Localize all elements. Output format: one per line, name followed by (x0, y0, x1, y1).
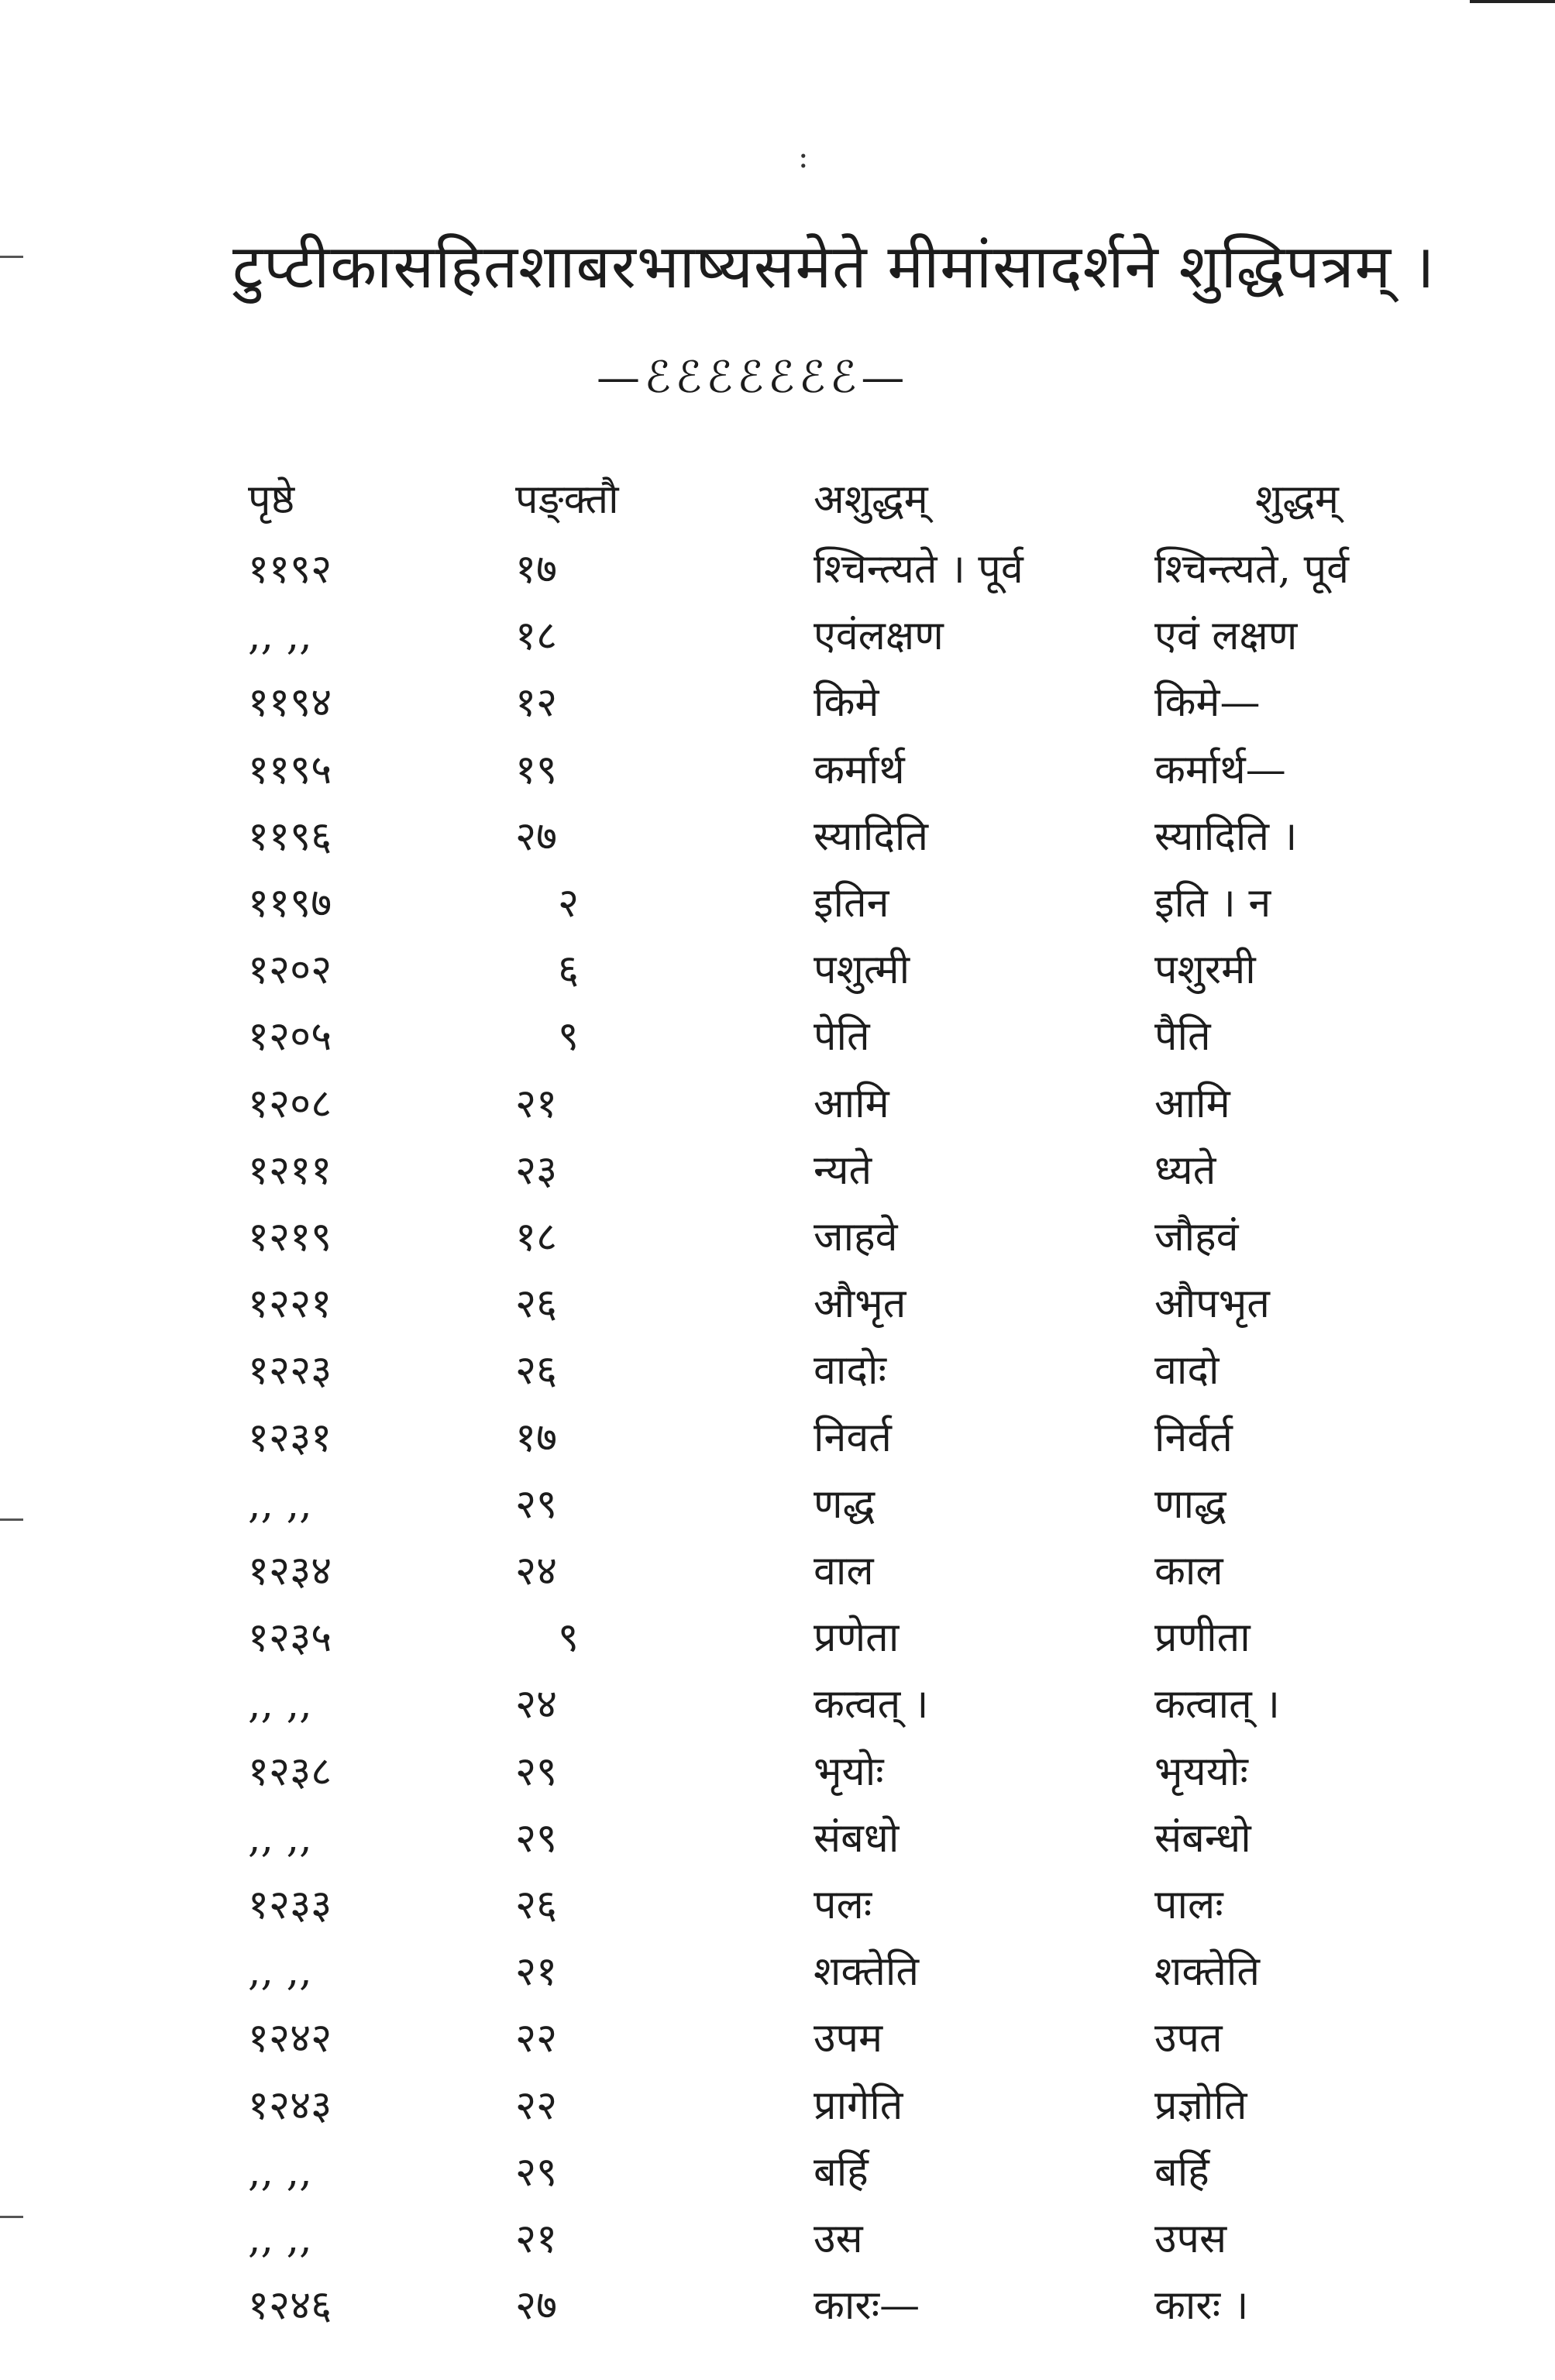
row-page-number: १२०२ (248, 947, 332, 994)
row-page-number: १२२३ (248, 1347, 332, 1395)
row-line-number: १८ (515, 613, 558, 660)
row-line-number: २६ (515, 1882, 558, 1928)
row-line-number: २९ (515, 1814, 558, 1862)
row-incorrect-text: संबधो (814, 1814, 900, 1862)
row-line-number: २७ (515, 813, 558, 860)
table-row (0, 1745, 1555, 1811)
table-row (0, 2011, 1555, 2078)
row-correct-text: प्रज्ञोति (1154, 2082, 1247, 2129)
table-row (0, 676, 1555, 742)
table-row (0, 1477, 1555, 1544)
row-incorrect-text: एवंलक्षण (814, 613, 944, 660)
row-incorrect-text: वाल (814, 1548, 874, 1594)
row-correct-text: श्चिन्त्यते, पूर्व (1154, 546, 1350, 593)
row-line-number: २२ (515, 2082, 558, 2129)
row-line-number: १७ (515, 546, 558, 593)
row-correct-text: भृययोः (1154, 1748, 1248, 1795)
row-incorrect-text: कत्वत् । (814, 1681, 929, 1728)
row-page-number: ११९७ (248, 880, 332, 927)
header-page: पृष्ठे (248, 476, 295, 523)
row-correct-text: पशुरमी (1154, 947, 1256, 994)
row-incorrect-text: पशुत्मी (814, 947, 910, 994)
row-correct-text: प्रणीता (1154, 1615, 1251, 1662)
row-page-number: १२३४ (248, 1548, 332, 1594)
row-page-number: ११९२ (248, 546, 332, 593)
row-correct-text: शक्तेति (1154, 1948, 1260, 1996)
row-page-number: ,, ,, (248, 1481, 312, 1528)
table-row (0, 2145, 1555, 2212)
row-incorrect-text: उपम (814, 2015, 883, 2062)
table-row (0, 1210, 1555, 1277)
row-incorrect-text: स्यादिति (814, 813, 929, 860)
title-ornament: —ℰℰℰℰℰℰℰ— (597, 353, 910, 403)
row-correct-text: काल (1154, 1548, 1223, 1594)
row-incorrect-text: कारः— (814, 2282, 920, 2330)
row-incorrect-text: आमि (814, 1080, 889, 1127)
row-correct-text: वादो (1154, 1347, 1220, 1395)
table-row (0, 1611, 1555, 1677)
table-row (0, 1878, 1555, 1945)
table-row (0, 542, 1555, 609)
table-row (0, 1677, 1555, 1744)
table-row (0, 943, 1555, 1009)
row-incorrect-text: प्रागेति (814, 2082, 903, 2129)
row-incorrect-text: शक्तेति (814, 1948, 919, 1996)
row-correct-text: जौहवं (1154, 1214, 1239, 1261)
row-incorrect-text: कर्मार्थ (814, 746, 905, 793)
row-incorrect-text: इतिन (814, 880, 889, 927)
table-row (0, 1544, 1555, 1611)
table-row (0, 1945, 1555, 2011)
row-line-number: २६ (515, 1281, 558, 1328)
row-incorrect-text: णद्ध (814, 1481, 876, 1528)
row-correct-text: संबन्धो (1154, 1814, 1251, 1862)
row-incorrect-text: बर्हि (814, 2148, 869, 2196)
table-row (0, 1411, 1555, 1477)
row-line-number: २४ (515, 1548, 558, 1594)
row-line-number: २४ (515, 1681, 558, 1728)
table-row (0, 1811, 1555, 1878)
row-line-number: २३ (515, 1147, 558, 1194)
row-page-number: १२३८ (248, 1748, 332, 1795)
row-correct-text: आमि (1154, 1080, 1230, 1127)
row-line-number: २९ (515, 1748, 558, 1795)
row-line-number: २१ (515, 1080, 558, 1127)
row-line-number: २७ (515, 2282, 558, 2330)
row-page-number: १२४३ (248, 2082, 332, 2129)
row-correct-text: पालः (1154, 1882, 1223, 1928)
row-line-number: ९ (558, 1013, 580, 1061)
row-correct-text: कर्मार्थ— (1154, 746, 1286, 793)
row-page-number: १२४६ (248, 2282, 332, 2330)
row-line-number: २ (558, 880, 580, 927)
header-correct: शुद्धम् (1255, 476, 1340, 523)
table-row (0, 876, 1555, 943)
table-row (0, 1343, 1555, 1410)
row-line-number: १८ (515, 1214, 558, 1261)
row-page-number: ,, ,, (248, 2148, 312, 2196)
row-page-number: १२१९ (248, 1214, 332, 1261)
row-incorrect-text: किमे (814, 679, 879, 727)
header-line: पङ्क्तौ (515, 476, 619, 523)
row-correct-text: कत्वात् । (1154, 1681, 1280, 1728)
row-line-number: २२ (515, 2015, 558, 2062)
header-incorrect: अशुद्धम् (814, 476, 928, 523)
row-incorrect-text: न्यते (814, 1147, 872, 1194)
row-page-number: ११९६ (248, 813, 332, 860)
row-page-number: ,, ,, (248, 613, 312, 660)
row-line-number: ६ (558, 947, 580, 994)
row-correct-text: उपस (1154, 2216, 1227, 2262)
row-incorrect-text: औभृत (814, 1281, 907, 1328)
row-line-number: २९ (515, 1481, 558, 1528)
row-line-number: १७ (515, 1414, 558, 1461)
row-page-number: ११९४ (248, 679, 332, 727)
row-incorrect-text: जाहवे (814, 1214, 898, 1261)
row-correct-text: णाद्ध (1154, 1481, 1226, 1528)
row-line-number: २१ (515, 1948, 558, 1996)
row-page-number: ,, ,, (248, 1948, 312, 1996)
row-page-number: ,, ,, (248, 2216, 312, 2262)
row-correct-text: कारः । (1154, 2282, 1249, 2330)
row-correct-text: स्यादिति । (1154, 813, 1298, 860)
row-page-number: १२११ (248, 1147, 332, 1194)
row-page-number: ,, ,, (248, 1681, 312, 1728)
row-page-number: १२३३ (248, 1882, 332, 1928)
table-row (0, 810, 1555, 876)
row-incorrect-text: उस (814, 2216, 863, 2262)
row-incorrect-text: प्रणेता (814, 1615, 900, 1662)
row-correct-text: औपभृत (1154, 1281, 1270, 1328)
table-row (0, 743, 1555, 810)
row-page-number: १२०८ (248, 1080, 332, 1127)
row-page-number: १२०५ (248, 1013, 332, 1061)
row-page-number: १२३५ (248, 1615, 332, 1662)
row-page-number: ,, ,, (248, 1814, 312, 1862)
row-incorrect-text: श्चिन्त्यते । पूर्व (814, 546, 1023, 593)
row-line-number: २१ (515, 2216, 558, 2262)
row-correct-text: इति । न (1154, 880, 1271, 927)
table-row (0, 1009, 1555, 1076)
row-correct-text: ध्यते (1154, 1147, 1216, 1194)
row-line-number: २९ (515, 2148, 558, 2196)
table-row (0, 1144, 1555, 1210)
page-mark: : (798, 139, 809, 175)
table-row (0, 2212, 1555, 2279)
row-incorrect-text: पलः (814, 1882, 872, 1928)
row-page-number: १२२१ (248, 1281, 332, 1328)
row-incorrect-text: पेति (814, 1013, 870, 1061)
row-line-number: ९ (558, 1615, 580, 1662)
table-row (0, 609, 1555, 676)
row-correct-text: निर्वर्त (1154, 1414, 1233, 1461)
row-line-number: १२ (515, 679, 558, 727)
table-row (0, 1277, 1555, 1343)
row-line-number: २६ (515, 1347, 558, 1395)
row-page-number: १२३१ (248, 1414, 332, 1461)
row-correct-text: एवं लक्षण (1154, 613, 1298, 660)
table-row (0, 2079, 1555, 2145)
row-incorrect-text: वादोः (814, 1347, 886, 1395)
row-correct-text: किमे— (1154, 679, 1261, 727)
row-incorrect-text: भृयोः (814, 1748, 884, 1795)
row-correct-text: पैति (1154, 1013, 1211, 1061)
row-correct-text: बर्हि (1154, 2148, 1209, 2196)
table-row (0, 2279, 1555, 2345)
row-line-number: १९ (515, 746, 558, 793)
row-correct-text: उपत (1154, 2015, 1223, 2062)
page-title: टुप्टीकासहितशाबरभाष्यसमेते मीमांसादर्शने शुद्धिपत्रम् । (232, 232, 1436, 302)
row-page-number: १२४२ (248, 2015, 332, 2062)
table-row (0, 1077, 1555, 1144)
row-page-number: ११९५ (248, 746, 332, 793)
row-incorrect-text: निवर्त (814, 1414, 892, 1461)
